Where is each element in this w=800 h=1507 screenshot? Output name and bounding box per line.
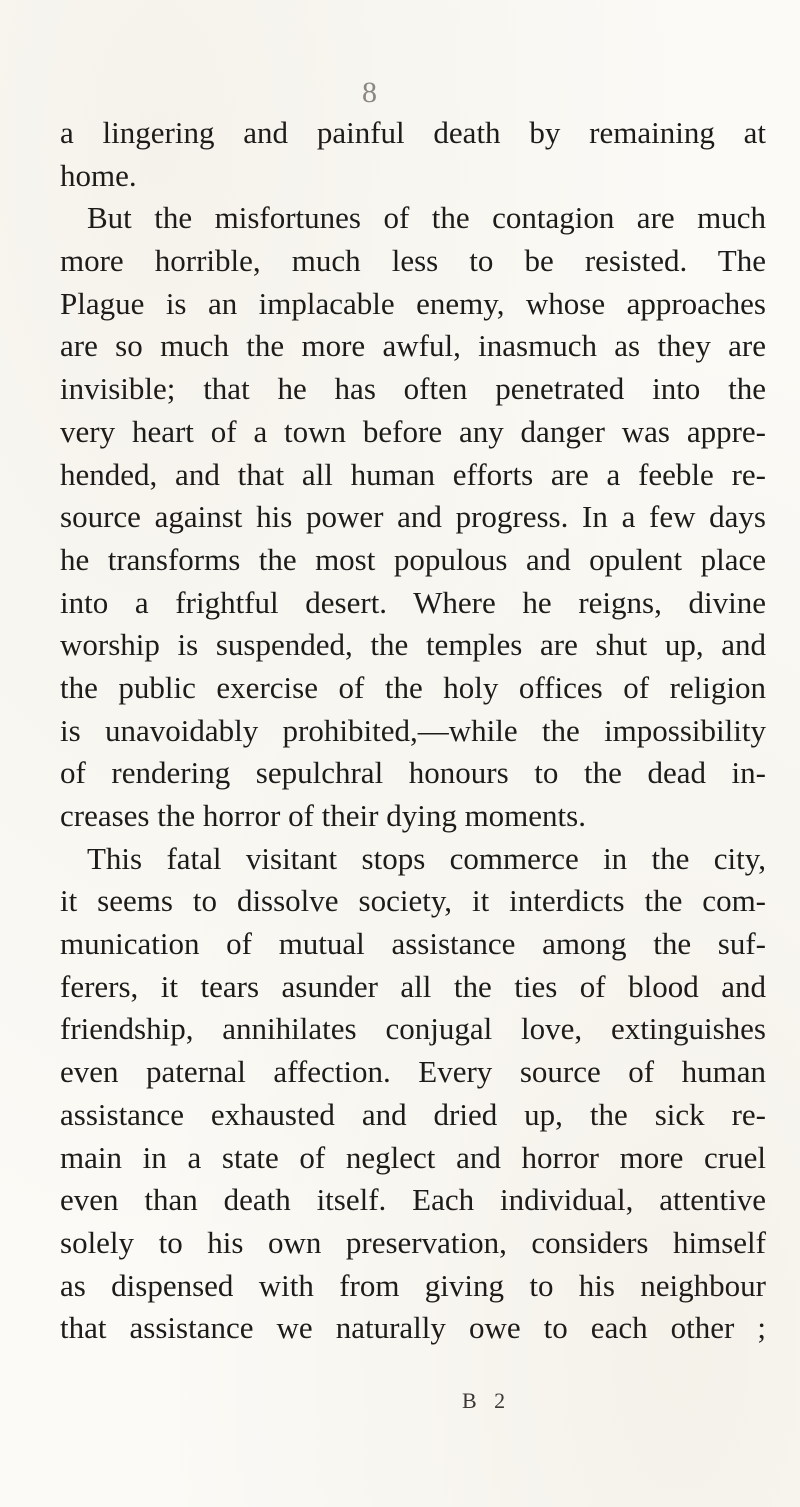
text-line: creases the horror of their dying moments. (60, 798, 586, 833)
text-line: munication of mutual assistance among the suf- (60, 926, 766, 962)
text-line: source against his power and progress. In a few days (60, 499, 766, 535)
text-line: more horrible, much less to be resisted. The (60, 243, 766, 279)
text-line: it seems to dissolve society, it interdicts the com- (60, 883, 766, 919)
text-line: even than death itself. Each individual, attentive (60, 1182, 766, 1218)
text-line: invisible; that he has often penetrated into the (60, 371, 766, 407)
text-line: are so much the more awful, inasmuch as they are (60, 328, 766, 364)
text-line: worship is suspended, the temples are shut up, and (60, 627, 766, 663)
text-line: as dispensed with from giving to his neighbour (60, 1267, 766, 1303)
text-line: into a frightful desert. Where he reigns, divine (60, 584, 766, 620)
text-line: solely to his own preservation, considers himself (60, 1224, 766, 1260)
text-line: he transforms the most populous and opulent place (60, 541, 766, 577)
text-line: even paternal affection. Every source of human (60, 1054, 766, 1090)
text-line: ferers, it tears asunder all the ties of blood and (60, 968, 766, 1004)
text-line: hended, and that all human efforts are a feeble re- (60, 456, 766, 492)
text-line: the public exercise of the holy offices of religion (60, 669, 766, 705)
text-line: a lingering and painful death by remaining at (60, 115, 766, 150)
text-line: is unavoidably prohibited,—while the impossibility (60, 712, 766, 748)
text-line: that assistance we naturally owe to each other ; (60, 1310, 766, 1346)
text-line: of rendering sepulchral honours to the dead in- (60, 755, 766, 791)
text-line: home. (60, 157, 137, 193)
signature-mark: B 2 (462, 1388, 512, 1413)
text-line: Plague is an implacable enemy, whose approaches (60, 285, 766, 321)
text-line: assistance exhausted and dried up, the sick re- (60, 1096, 766, 1132)
text-line: This fatal visitant stops commerce in the city, (87, 840, 766, 876)
body-text (60, 112, 766, 1350)
text-line: But the misfortunes of the contagion are much (87, 200, 766, 236)
text-line: friendship, annihilates conjugal love, extinguishes (60, 1011, 766, 1047)
page-number: 8 (362, 76, 378, 109)
text-line: very heart of a town before any danger was appre- (60, 413, 766, 449)
text-line: main in a state of neglect and horror more cruel (60, 1139, 766, 1175)
